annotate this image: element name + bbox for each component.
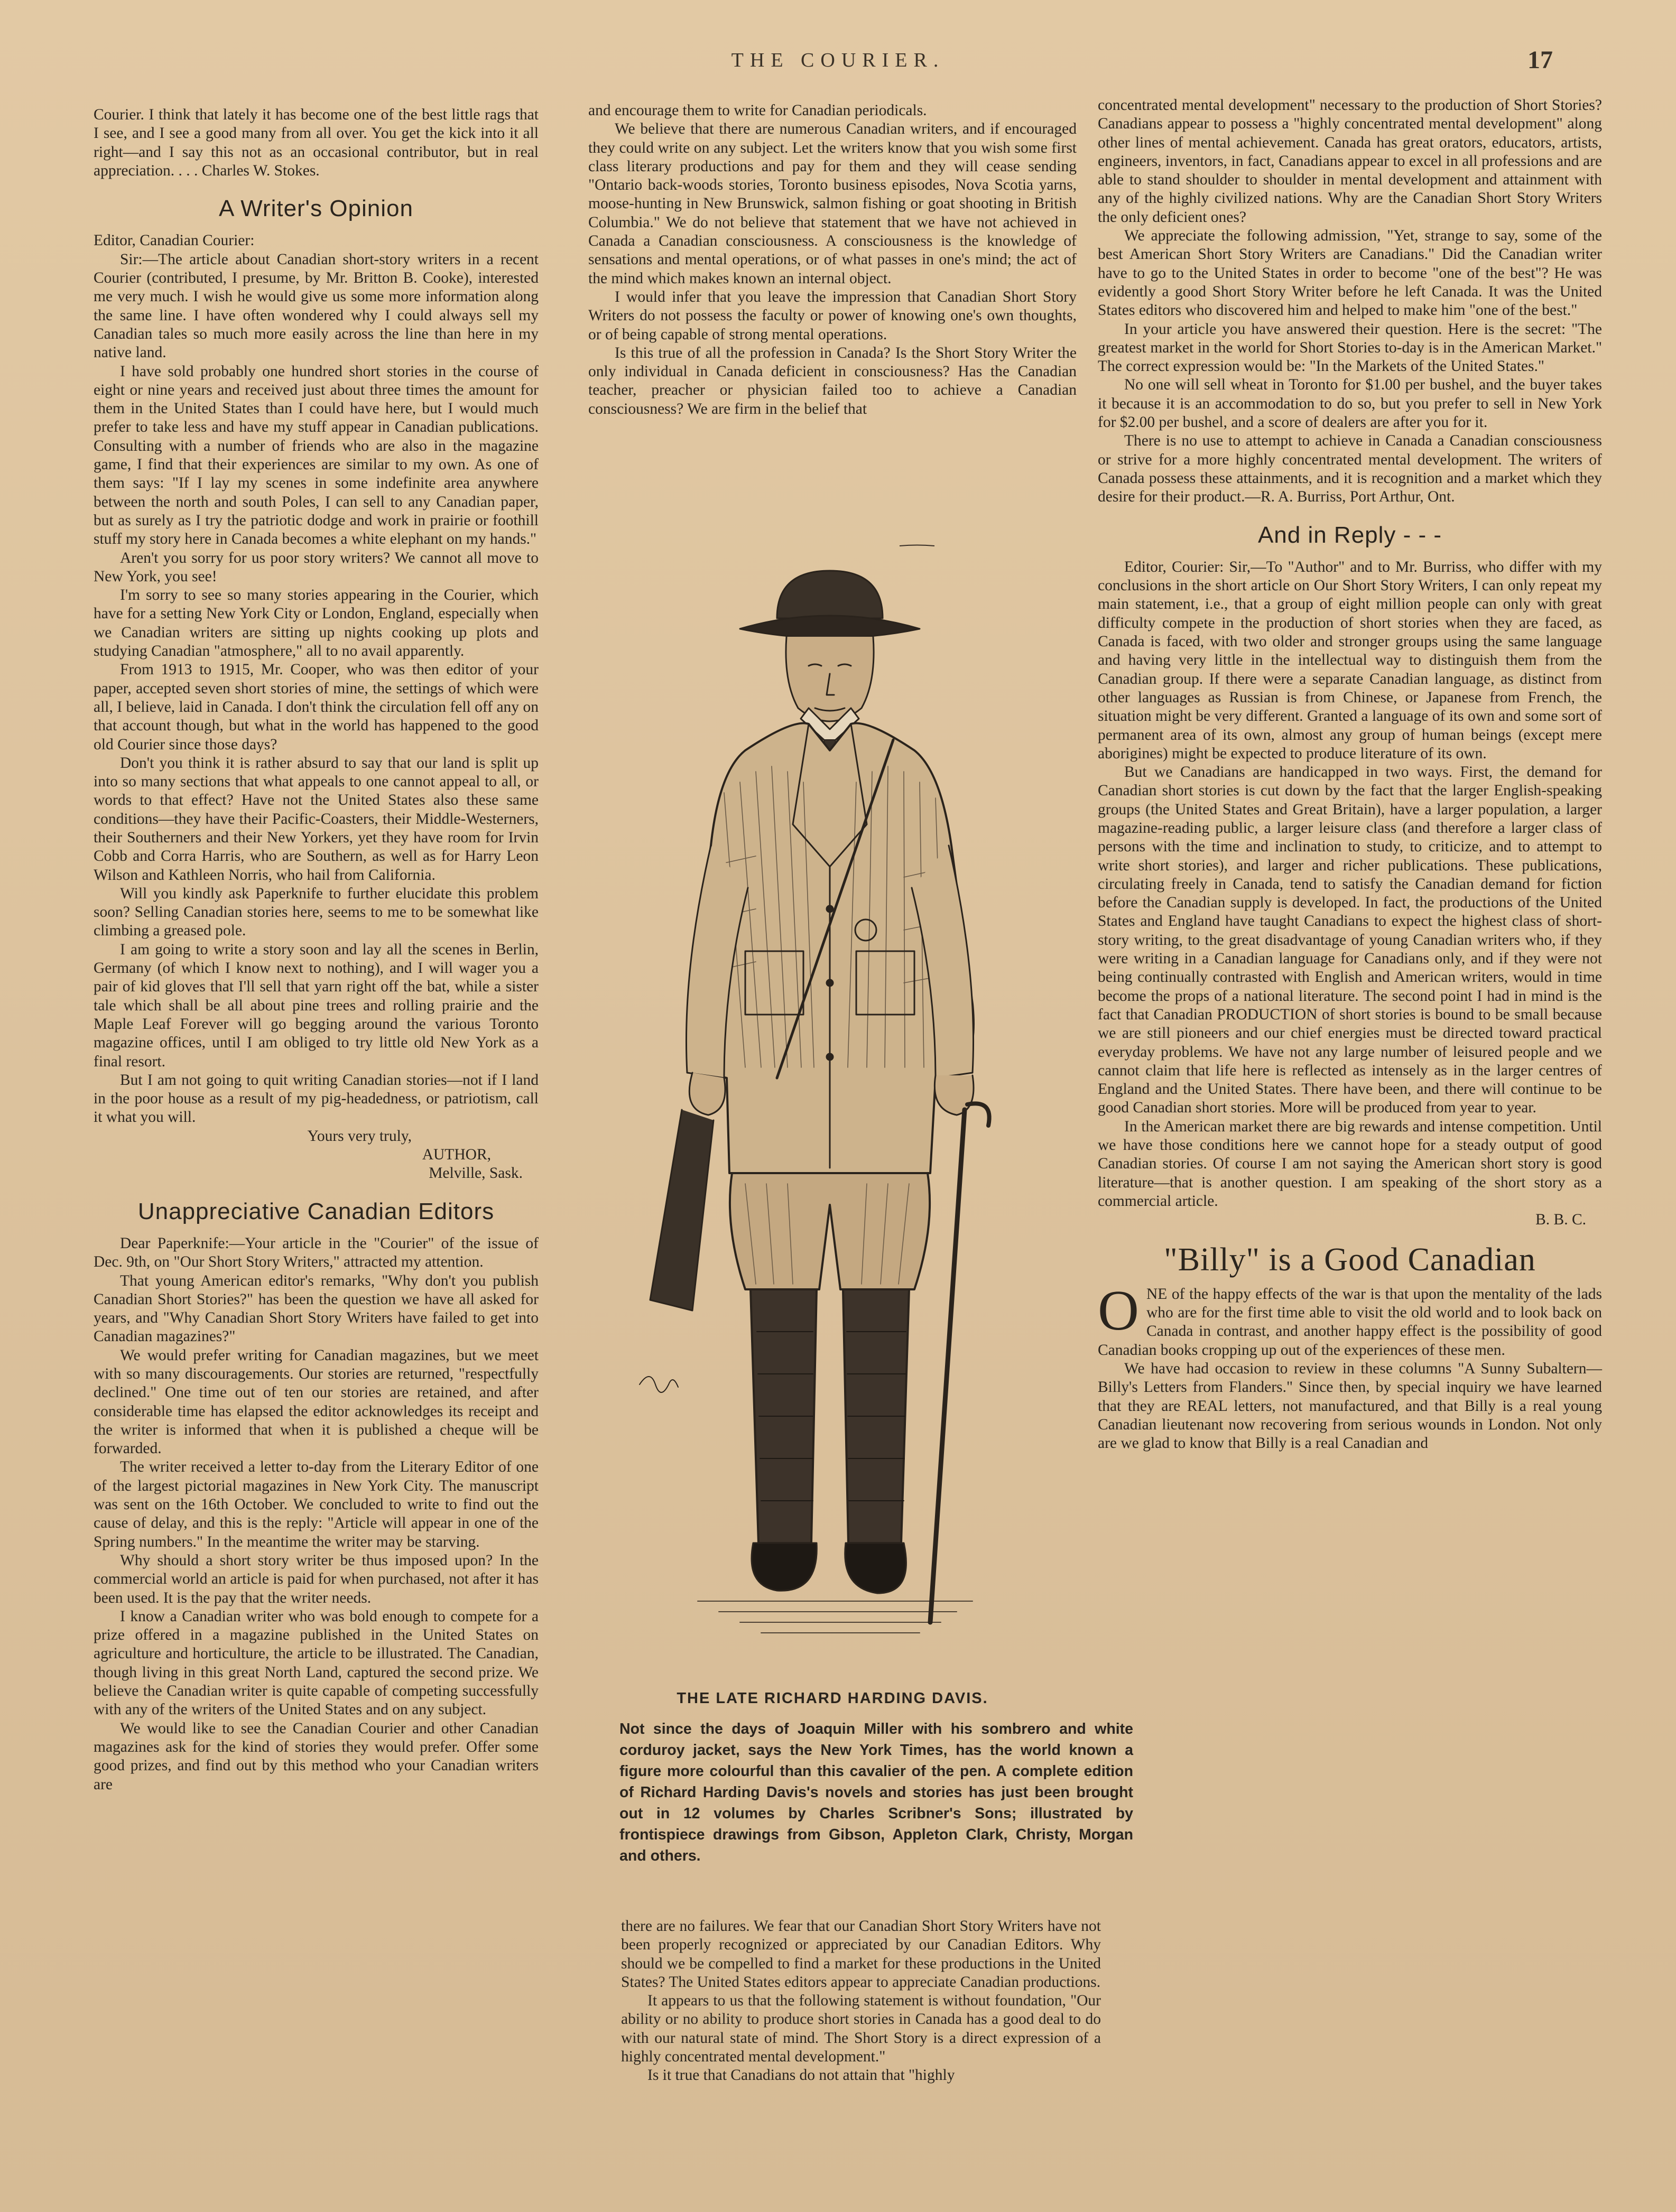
paragraph: I have sold probably one hundred short stories in the course of eight or nine years and received just about three times the amount for them in the United States than I could have here, but I would much prefer to take less and have my stuff appear in Canadian publications. Consulting with a number of friends who are also in the magazine game, I find that their experiences are similar to my own. As one of them says: "If I lay my scenes in some indefinite area anywhere between the north and south Poles, I can sell to any Canadian paper, but as surely as I try the patriotic dodge and work in prairie or foothill stuff my story here in Canada becomes a white elephant on my hands." (94, 363, 539, 548)
paragraph: I'm sorry to see so many stories appearing in the Courier, which have for a setting New York City or London, England, especially when we Canadian writers are sitting up nights cooking up plots and studying Canadian "atmosphere," all to no avail apparently. (94, 587, 539, 660)
paragraph: We would prefer writing for Canadian magazines, but we meet with so many discouragements. Our stories are returned, "respectfully declined." One time out of ten our stories are retained, and after considerable time has elapsed the editor acknowledges its receipt and the writer is informed that when it is published a cheque will be forwarded. (94, 1346, 539, 1457)
paragraph: Why should a short story writer be thus imposed upon? In the commercial world an article is paid for when purchased, not after it has been used. It is the pay that the writer needs. (94, 1551, 539, 1606)
paragraph: But we Canadians are handicapped in two ways. First, the demand for Canadian short stories is cut down by the fact that the larger English-speaking groups (the United States and Great Britain), have a larger population, a larger magazine-reading public, a larger leisure class (and therefore a larger class of persons with the time and inclination to study, to criticize, and to attempt to write short stories), and larger and richer publications. These publications, circulating freely in Canada, tend to satisfy the Canadian demand for fiction before the Canadian supply is developed. In fact, the productions of the United States and England have taught Canadians to expect the highest class of short-story writing, to the great disadvantage of young Canadian writers who, if they were writing in a Canadian language for Canadians only, and if they were not being continually contrasted with English and American writers, would in time become the props of a national literature. The second point I had in mind is the fact that Canadian PRODUCTION of short stories is bound to be small because we are still pioneers and our chief energies must be directed toward practical everyday problems. We have not any large number of leisured people and we cannot claim that life here is reflected as intensely as in the larger centres of England and the United States. There have been, and there will continue to be good Canadian short stories. More will be produced from year to year. (1098, 764, 1602, 1117)
paragraph: and encourage them to write for Canadian periodicals. (588, 102, 927, 119)
paragraph: We have had occasion to review in these columns "A Sunny Subaltern—Billy's Letters from Flanders." Since then, by special inquiry we have learned that they are REAL letters, not manufactured, and that Billy is a real young Canadian lieutenant now recovering from serious wounds in London. Not only are we glad to know that Billy is a real Canadian and (1098, 1360, 1602, 1452)
paragraph: No one will sell wheat in Toronto for $1.00 per bushel, and the buyer takes it because it is an accommodation to do so, but you prefer to sell in New York for $2.00 per bushel, and a score of dealers are after you for it. (1098, 376, 1602, 431)
article-title-billy: "Billy" is a Good Canadian (1164, 1241, 1536, 1278)
signature: B. B. C. (1535, 1211, 1586, 1229)
drop-cap: O (1098, 1279, 1139, 1342)
paragraph: But I am not going to quit writing Canadian stories—not if I land in the poor house as a result of my pig-headedness, or patriotism, call it what you will. (94, 1071, 539, 1126)
paragraph: Sir:—The article about Canadian short-story writers in a recent Courier (contributed, I presume, by Mr. Britton B. Cooke), interested me very much. I wish he would give us some more information along the same line. I have often wondered why I could always sell my Canadian tales so much more easily across the line than here in my native land. (94, 250, 539, 361)
paragraph: Aren't you sorry for us poor story writers? We cannot all move to New York, you see! (94, 549, 539, 585)
paragraph: In the American market there are big rewards and intense competition. Until we have those conditions here we cannot hope for a steady output of good Canadian stories. Of course I am not saying the American short story is good literature—that is another question. I am speaking of the short story as a commercial article. (1098, 1118, 1602, 1210)
column-middle-top (588, 101, 1077, 419)
signature-location: Melville, Sask. (429, 1165, 523, 1182)
portrait-illustration (618, 550, 1041, 1675)
paragraph: concentrated mental development" necessary to the production of Short Stories? Canadians appear to possess a "highly concentrated mental development" along other lines of mental achievement. Canada has great orators, educators, artists, engineers, inventors, in fact, Canadians appear to excel in all professions and are able to stand shoulder to shoulder in mental development and attainment with any of the highly civilized nations. Why are the Canadian Short Story Writers the only deficient ones? (1098, 97, 1602, 226)
paragraph: In your article you have answered their question. Here is the secret: "The greatest market in the world for Short Stories to-day is in the American Market." The correct expression would be: "In the Markets of the United States." (1098, 320, 1602, 375)
paragraph-with-dropcap (1098, 1279, 1602, 1360)
paragraph: Don't you think it is rather absurd to say that our land is split up into so many sections that what appeals to one cannot appeal to all, or words to that effect? Have not the United States also these same conditions—they have their Pacific-Coasters, their Middle-Westerners, their Southerners and their New Yorkers, yet they have room for Irvin Cobb and Corra Harris, who are Southern, as well as for Harry Leon Wilson and Kathleen Norris, who hail from California. (94, 754, 539, 884)
intro-paragraph: Courier. I think that lately it has become one of the best little rags that I see, and I see a good many from all over. You get the kick into it all right—and I say this not as an occasional contributor, but in real appreciation. . . . Charles W. Stokes. (94, 106, 539, 179)
paragraph: I would infer that you leave the impression that Canadian Short Story Writers do not possess the faculty or power of knowing one's own thoughts, or of being capable of strong mental operations. (588, 288, 1077, 343)
paragraph: Is this true of all the profession in Canada? Is the Short Story Writer the only individual in Canada deficient in consciousness? Has the Canadian teacher, preacher or physician failed too to achieve a Canadian consciousness? We are firm in the belief that (588, 344, 1077, 417)
column-left (94, 106, 539, 1794)
paragraph: From 1913 to 1915, Mr. Cooper, who was then editor of your paper, accepted seven short stories of mine, the settings of which were all, I believe, laid in Canada. I don't think the circulation fell off any on that account though, but what in the world has happened to the good old Courier since those days? (94, 661, 539, 753)
illustration-blurb: Not since the days of Joaquin Miller with his sombrero and white corduroy jacket, says the New York Times, has the world known a figure more colourful than this cavalier of the pen. A complete edition of Richard Harding Davis's novels and stories has just been brought out in 12 volumes by Charles Scribner's Sons; illustrated by frontispiece drawings from Gibson, Appleton Clark, Christy, Morgan and others. (619, 1721, 1133, 1864)
page-number: 17 (1527, 46, 1553, 74)
paragraph: Is it true that Canadians do not attain that "highly (647, 2067, 955, 2084)
paragraph: We appreciate the following admission, "Yet, strange to say, some of the best American Short Story Writers are Canadians." Did the Canadian writer have to go to the United States in order to become "one of the best"? He was evidently a good Short Story Writer before he left Canada. It was the United States editors who discovered him and helped to make him "one of the best." (1098, 227, 1602, 319)
paragraph: there are no failures. We fear that our Canadian Short Story Writers have not been properly recognized or appreciated by our Canadian Editors. Why should we be compelled to find a market for these productions in the United States? The United States editors appear to appreciate Canadian productions. (621, 1918, 1101, 1991)
paragraph: I am going to write a story soon and lay all the scenes in Berlin, Germany (of which I know next to nothing), and I will wager you a pair of kid gloves that I'll sell that yarn right off the bat, while a sister tale which shall be all about pine trees and rolling prairie and the Maple Leaf Forever will go begging around the various Toronto magazine offices, until I am obliged to try little old New York as a final resort. (94, 941, 539, 1070)
illustration-caption: THE LATE RICHARD HARDING DAVIS. (677, 1690, 988, 1707)
paragraph: Will you kindly ask Paperknife to further elucidate this problem soon? Selling Canadian stories here, seems to me to be somewhat like climbing a greased pole. (94, 885, 539, 940)
column-right (1098, 96, 1602, 1453)
paragraph: We believe that there are numerous Canadian writers, and if encouraged they could write on any subject. Let the writers know that you wish some first class literary productions and pay for them and they will cease sending "Ontario back-woods stories, Toronto business episodes, Nova Scotia yarns, moose-hunting in New Brunswick, salmon fishing or goat shooting in British Columbia." We do not believe that statement that we have not achieved in Canada a Canadian consciousness. A consciousness is the knowledge of sensations and mental operations, or of what passes in one's mind; the act of the mind which makes known an internal object. (588, 120, 1077, 287)
paragraph: Dear Paperknife:—Your article in the "Courier" of the issue of Dec. 9th, on "Our Short Story Writers," attracted my attention. (94, 1234, 539, 1271)
closing: Yours very truly, (307, 1127, 412, 1145)
signature: AUTHOR, (422, 1146, 491, 1164)
column-middle-bottom (621, 1917, 1101, 2085)
paragraph: There is no use to attempt to achieve in Canada a Canadian consciousness or strive for a more highly concentrated mental development. The writers of Canada possess these attainments, and it is recognition and a market which they desire for their product.—R. A. Burriss, Port Arthur, Ont. (1098, 432, 1602, 506)
paragraph: The writer received a letter to-day from the Literary Editor of one of the largest pictorial magazines in New York City. The manuscript was sent on the 16th October. We concluded to write to find out the cause of delay, and this is the reply: "Article will appear in one of the Spring numbers." In the meantime the writer may be starving. (94, 1458, 539, 1550)
running-title: THE COURIER. (731, 49, 945, 71)
paragraph: I know a Canadian writer who was bold enough to compete for a prize offered in a magazine published in the United States on agriculture and horticulture, the article to be illustrated. The Canadian, though living in this great North Land, captured the second prize. We believe the Canadian writer is quite capable of competing successfully with any of the writers of the United States and on any subject. (94, 1607, 539, 1718)
paragraph: It appears to us that the following statement is without foundation, "Our ability or no ability to produce short stories in Canada has a good deal to do with our natural state of mind. The Short Story is a direct expression of a highly concentrated mental development." (621, 1992, 1101, 2066)
salutation: Editor, Canadian Courier: (94, 232, 255, 249)
paragraph-text: NE of the happy effects of the war is that upon the mentality of the lads who are for the first time able to visit the old world and to look back on Canada in contrast, and another happy effect is the possibility of good Canadian books cropping up out of the experiences of these men. (1098, 1285, 1602, 1359)
article-title-unappreciative: Unappreciative Canadian Editors (137, 1198, 495, 1224)
paragraph: Editor, Courier: Sir,—To "Author" and to Mr. Burriss, who differ with my conclusions in the short article on Our Short Story Writers, I can only repeat my main statement, i.e., that a group of eight million people can only with great difficulty compete in the production of short stories when they are faced, as Canada is faced, with two older and stronger groups using the same language and having very little in the intellectual way to distinguish them from the Canadian group. If there were a separate Canadian language, as distinct from other languages as Russian is from Chinese, or Japanese from French, the situation might be very different. Granted a language of its own and some sort of permanent area of its own, almost any group of human beings (except mere aborigines) might be expected to produce literature of its own. (1098, 558, 1602, 762)
separator-rule (899, 544, 936, 547)
article-title-writers-opinion: A Writer's Opinion (219, 196, 413, 222)
paragraph: We would like to see the Canadian Courier and other Canadian magazines ask for the kind of stories they would prefer. Offer some good prizes, and find out by this method who your Canadian writers are (94, 1720, 539, 1793)
paragraph: That young American editor's remarks, "Why don't you publish Canadian Short Stories?" has been the question we have all asked for years, and "Why Canadian Short Story Writers have failed to get into Canadian magazines?" (94, 1272, 539, 1345)
article-title-and-in-reply: And in Reply - - - (1257, 522, 1442, 548)
